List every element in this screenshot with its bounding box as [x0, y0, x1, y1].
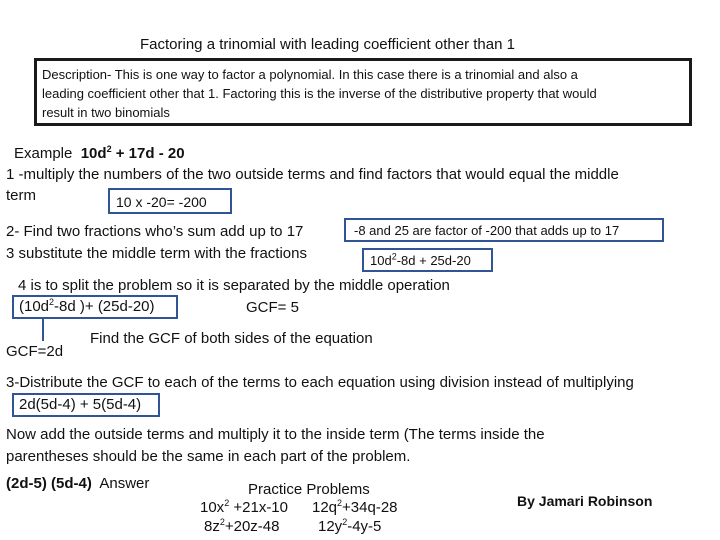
step5-text: 3-Distribute the GCF to each of the terms to each equation using division instead of multiplying — [6, 374, 634, 391]
example-expression: $10d^2 + 17d - 20$ — [80, 144, 185, 162]
step4-gcf-left: GCF=2d — [6, 343, 64, 360]
step4-text: 4 is to split the problem so it is separated by the middle operation — [18, 277, 450, 294]
page-title: Factoring a trinomial with leading coefficient other than 1 — [140, 36, 515, 53]
example-line — [14, 144, 185, 164]
description-line-1: Description- This is one way to factor a polynomial. In this case there is a trinomial and also a — [42, 67, 578, 82]
practice-problem-1: $10x^2 +21x-10$ — [200, 498, 288, 516]
description-line-3: result in two binomials — [42, 105, 170, 120]
answer-label: Answer — [99, 475, 150, 492]
step3-box-expression: $10d^2-8d + 25d-20$ — [370, 251, 471, 268]
step4-gcf-right: GCF= 5 — [246, 299, 299, 316]
step1-calc: 10 x -20= -200 — [116, 194, 207, 210]
author-credit: By Jamari Robinson — [517, 493, 653, 509]
practice-problem-4: $12y^2-4y-5$ — [318, 517, 382, 535]
description-line-2: leading coefficient other that 1. Factoring this is the inverse of the distributive property that would — [42, 86, 597, 101]
step3-text: 3 substitute the middle term with the fractions — [6, 245, 307, 262]
gcf-connector-line — [42, 319, 44, 341]
step6-line-1: Now add the outside terms and multiply it to the inside term (The terms inside the — [6, 426, 545, 443]
answer-expression: (2d-5) (5d-4) — [6, 475, 92, 492]
practice-problem-3: $8z^2+20z-48$ — [204, 517, 280, 535]
example-label: Example — [14, 145, 73, 162]
step2-text: 2- Find two fractions who’s sum add up to 17 — [6, 223, 304, 240]
step4-split-expression: ($10d^2-8d$ )+ (25d-20) — [19, 297, 155, 315]
answer-line — [6, 474, 149, 494]
step1-line-1: 1 -multiply the numbers of the two outside terms and find factors that would equal the middle — [6, 166, 619, 183]
step6-line-2: parentheses should be the same in each part of the problem. — [6, 448, 411, 465]
step2-box-text: -8 and 25 are factor of -200 that adds up to 17 — [354, 223, 620, 238]
step4-note: Find the GCF of both sides of the equation — [90, 330, 373, 347]
practice-problem-2: $12q^2+34q-28$ — [312, 498, 398, 516]
practice-heading: Practice Problems — [248, 481, 370, 498]
step5-box-text: 2d(5d-4) + 5(5d-4) — [19, 396, 142, 413]
step1-line-2: term — [6, 187, 36, 204]
